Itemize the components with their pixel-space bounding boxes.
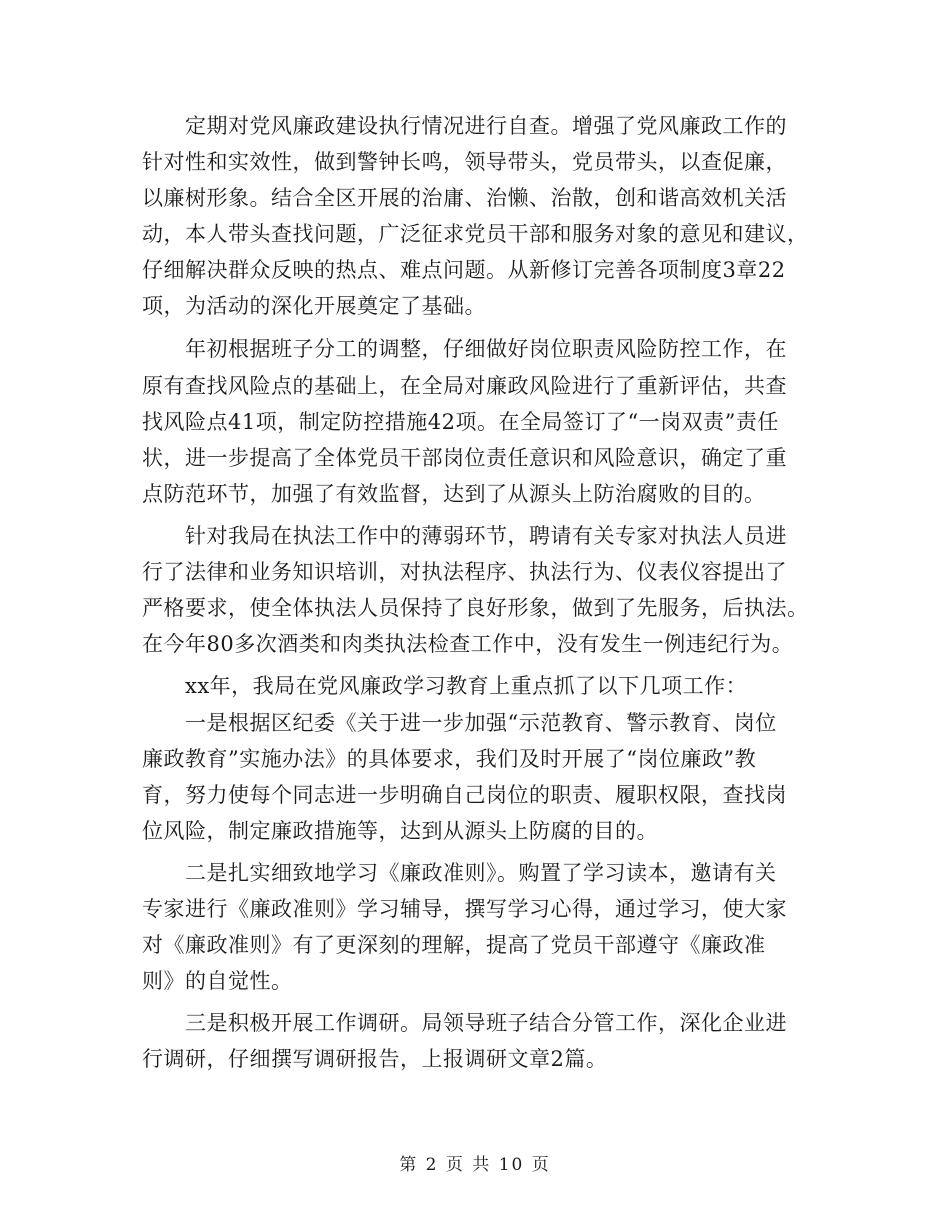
body-text-line: xx年，我局在党风廉政学习教育上重点抓了以下几项工作： [142,674,748,698]
body-text-line: 行调研，仔细撰写调研报告，上报调研文章2篇。 [142,1047,608,1071]
body-text-line: 位风险，制定廉政措施等，达到从源头上防腐的目的。 [142,819,658,843]
body-text-line: 严格要求，使全体执法人员保持了良好形象，做到了先服务，后执法。 [142,596,809,620]
body-text-line: 一是根据区纪委《关于进一步加强“示范教育、警示教育、岗位 [142,711,777,735]
body-text-line: 则》的自觉性。 [142,969,293,993]
body-text-line: 以廉树形象。结合全区开展的治庸、治懒、治散，创和谐高效机关活 [142,186,787,210]
body-text-line: 在今年80多次酒类和肉类执法检查工作中，没有发生一例违纪行为。 [142,632,794,656]
body-text-line: 专家进行《廉政准则》学习辅导，撰写学习心得，通过学习，使大家 [142,897,787,921]
body-text-line: 廉政教育”实施办法》的具体要求，我们及时开展了“岗位廉政”教 [142,747,757,771]
body-text-line: 原有查找风险点的基础上，在全局对廉政风险进行了重新评估，共查 [142,374,787,398]
body-text-line: 找风险点41项，制定防控措施42项。在全局签订了“一岗双责”责任 [142,410,779,434]
body-text-line: 针对我局在执法工作中的薄弱环节，聘请有关专家对执法人员进 [142,524,787,548]
body-text-line: 三是积极开展工作调研。局领导班子结合分管工作，深化企业进 [142,1011,787,1035]
body-text-line: 对《廉政准则》有了更深刻的理解，提高了党员干部遵守《廉政准 [142,933,766,957]
body-text-line: 二是扎实细致地学习《廉政准则》。购置了学习读本，邀请有关 [142,861,777,885]
body-text-line: 动，本人带头查找问题，广泛征求党员干部和服务对象的意见和建议， [142,222,809,246]
body-text-line: 仔细解决群众反映的热点、难点问题。从新修订完善各项制度3章22 [142,258,786,282]
body-text-line: 点防范环节，加强了有效监督，达到了从源头上防治腐败的目的。 [142,482,766,506]
body-text-line: 状，进一步提高了全体党员干部岗位责任意识和风险意识，确定了重 [142,446,787,470]
body-text-line: 年初根据班子分工的调整，仔细做好岗位职责风险防控工作，在 [142,337,787,361]
page-number-footer: 第 2 页 共 10 页 [399,1155,551,1175]
body-text-line: 针对性和实效性，做到警钟长鸣，领导带头，党员带头，以查促廉， [142,150,787,174]
body-text-line: 定期对党风廉政建设执行情况进行自查。增强了党风廉政工作的 [142,114,787,138]
body-text-line: 项，为活动的深化开展奠定了基础。 [142,294,486,318]
body-text-line: 育，努力使每个同志进一步明确自己岗位的职责、履职权限，查找岗 [142,783,787,807]
body-text-line: 行了法律和业务知识培训，对执法程序、执法行为、仪表仪容提出了 [142,560,787,584]
